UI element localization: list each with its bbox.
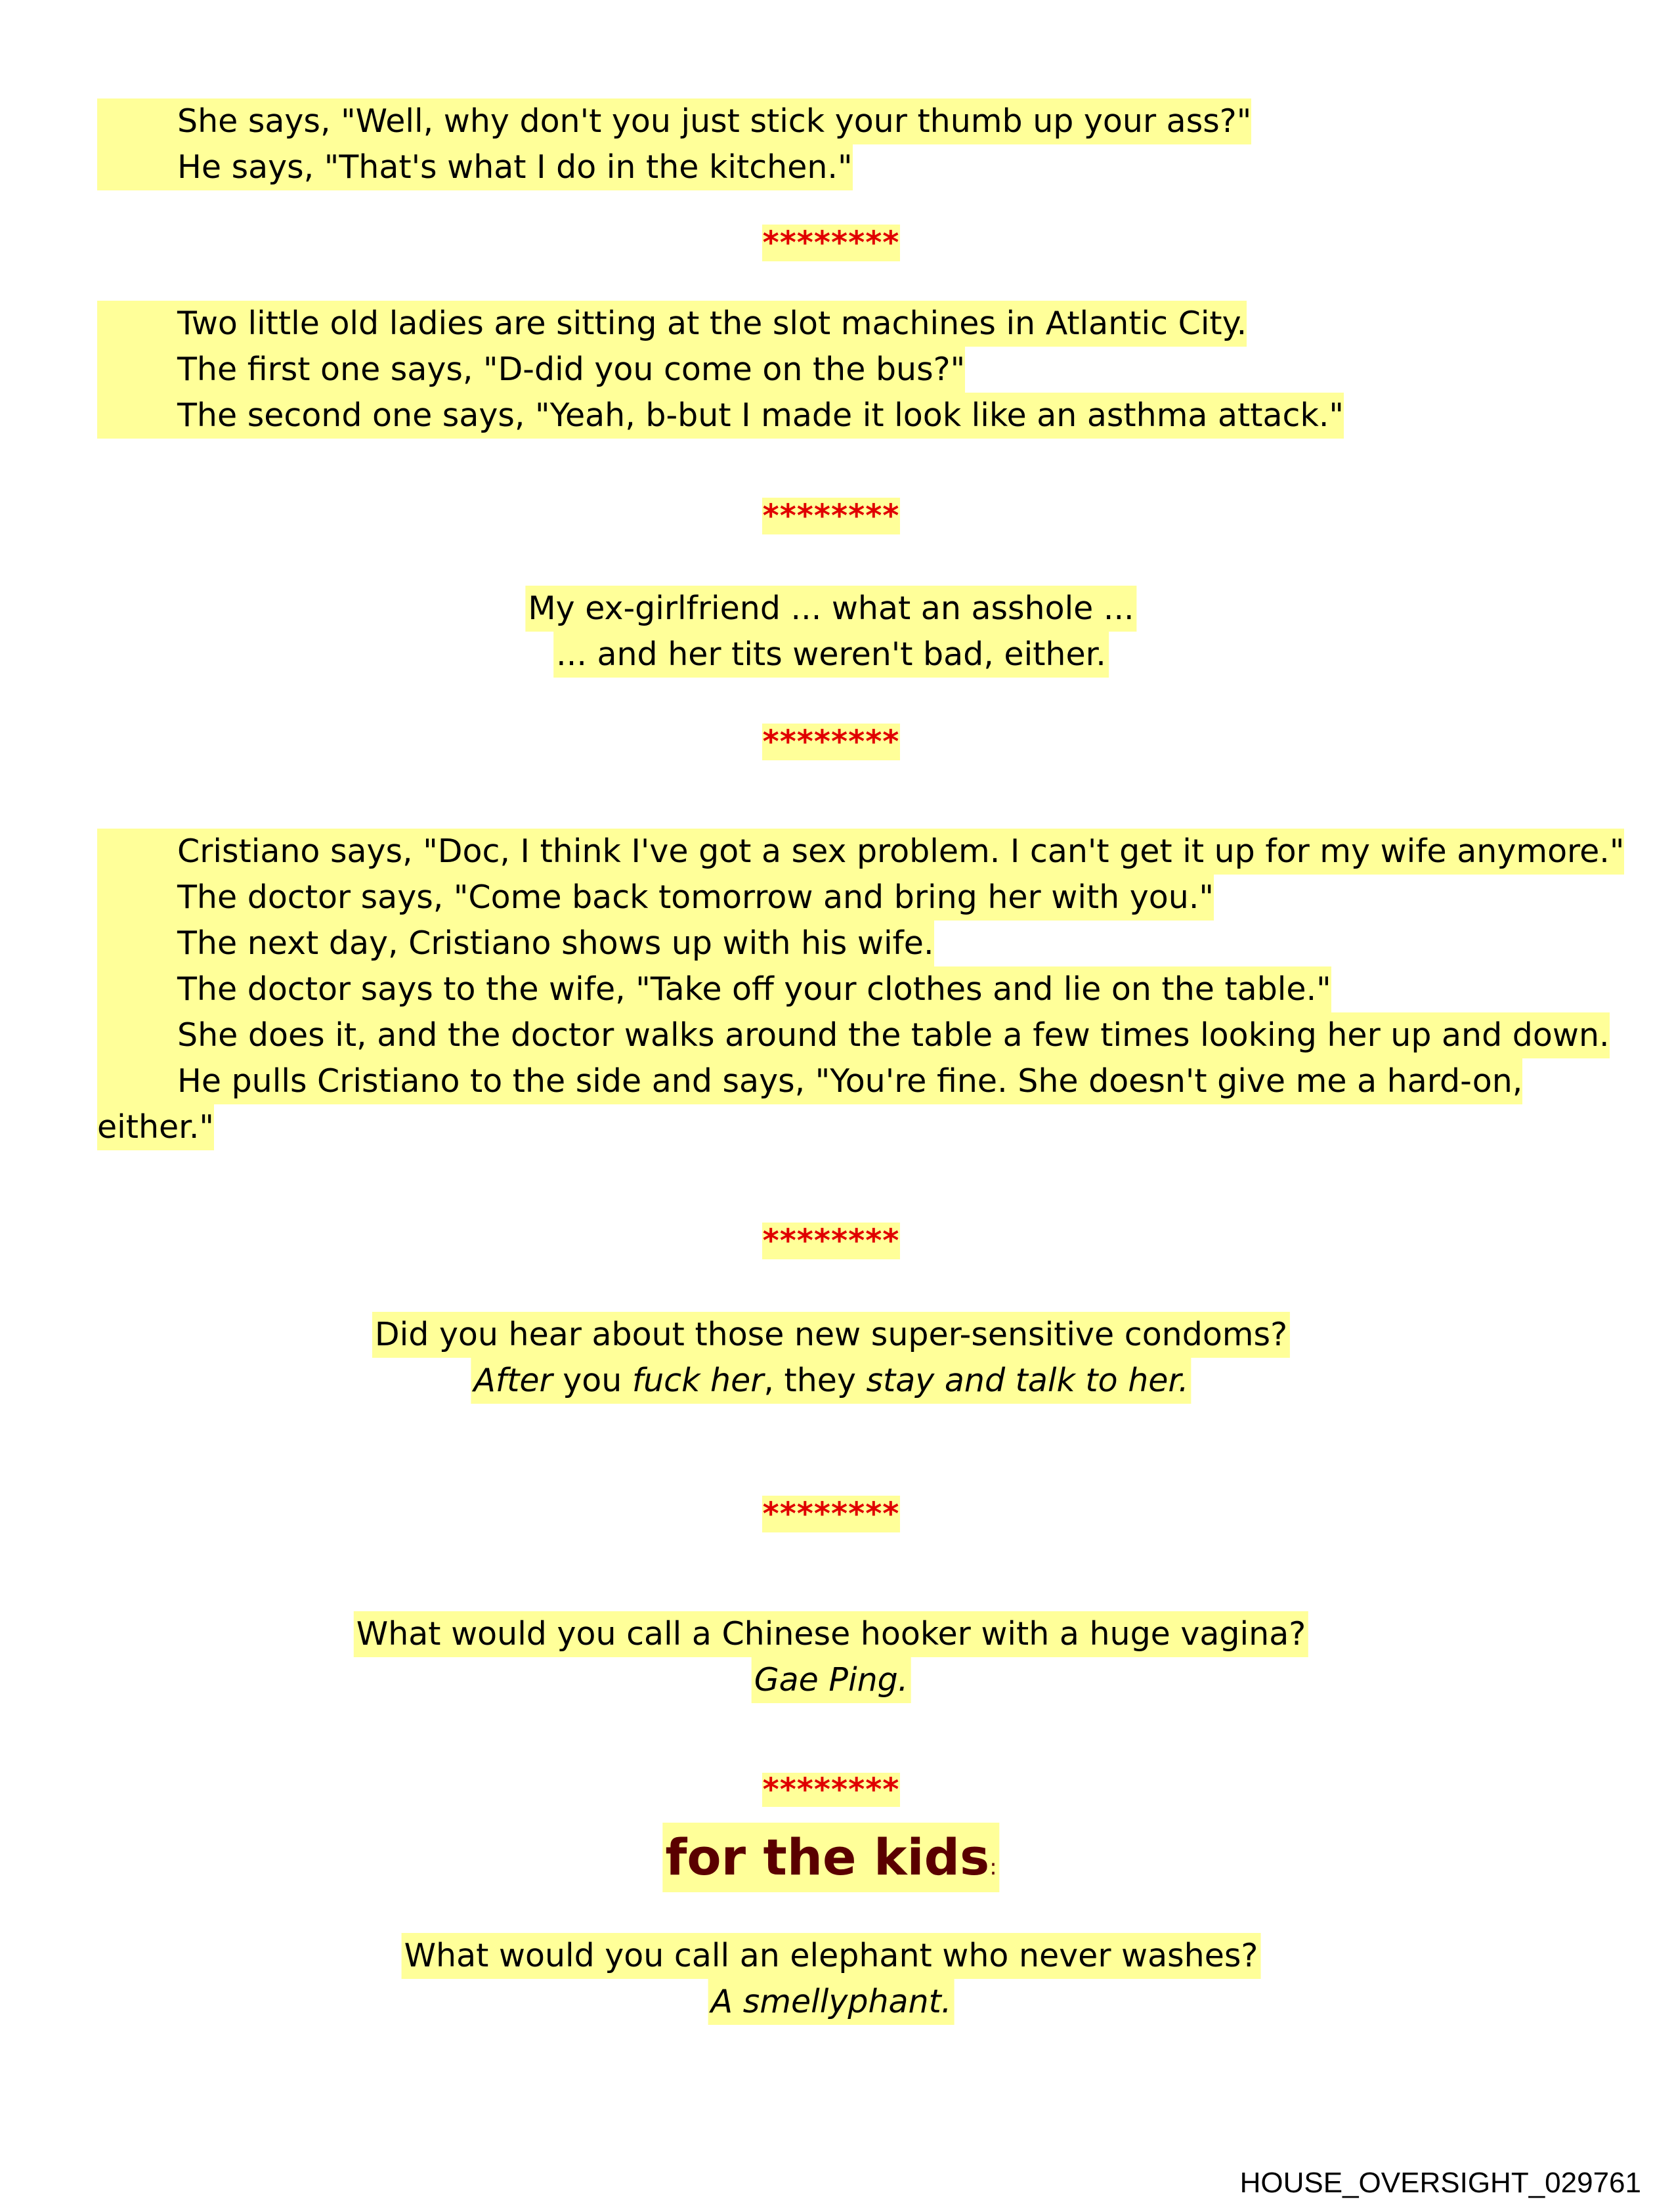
joke2-line3: The second one says, "Yeah, b-but I made it look like an asthma attack." <box>97 393 1344 439</box>
joke5-answer-e: stay and talk to her. <box>866 1362 1189 1399</box>
joke5-answer-d: , they <box>763 1362 867 1399</box>
joke1-line2: He says, "That's what I do in the kitchen." <box>97 144 853 190</box>
separator-5: ******** <box>762 1496 900 1532</box>
joke4-line2: The doctor says, "Come back tomorrow and bring her with you." <box>97 875 1214 921</box>
kids-question: What would you call an elephant who never washes? <box>402 1933 1261 1979</box>
kids-heading-colon: : <box>989 1854 997 1880</box>
joke3-line1: My ex-girlfriend ... what an asshole ... <box>525 586 1136 632</box>
kids-heading-text: for the kids <box>665 1828 990 1886</box>
separator-1: ******** <box>762 225 900 261</box>
joke4-line7: either." <box>97 1104 214 1150</box>
joke2-line1: Two little old ladies are sitting at the slot machines in Atlantic City. <box>97 301 1247 347</box>
joke6-question: What would you call a Chinese hooker with a huge vagina? <box>354 1611 1308 1657</box>
joke4-line5: She does it, and the doctor walks around the table a few times looking her up and down. <box>97 1012 1610 1058</box>
joke6-answer: Gae Ping. <box>752 1657 911 1703</box>
separator-2: ******** <box>762 498 900 534</box>
joke4-line6: He pulls Cristiano to the side and says, "You're fine. She doesn't give me a hard-on, <box>97 1058 1522 1104</box>
joke5-answer-a: After <box>473 1362 553 1399</box>
separator-3: ******** <box>762 724 900 760</box>
joke5-answer <box>471 1358 1191 1404</box>
joke4-line4: The doctor says to the wife, "Take off your clothes and lie on the table." <box>97 966 1331 1012</box>
joke5-answer-b: you <box>552 1362 632 1399</box>
joke1-line1: She says, "Well, why don't you just stick your thumb up your ass?" <box>97 98 1251 144</box>
joke4-line3: The next day, Cristiano shows up with his wife. <box>97 921 934 966</box>
separator-6: ******** <box>762 1771 900 1808</box>
joke5-question: Did you hear about those new super-sensitive condoms? <box>372 1312 1290 1358</box>
joke5-answer-c: fuck her <box>632 1362 764 1399</box>
separator-4: ******** <box>762 1223 900 1259</box>
document-id-footer: HOUSE_OVERSIGHT_029761 <box>1239 2167 1641 2199</box>
kids-heading <box>662 1823 999 1892</box>
joke3-line2: ... and her tits weren't bad, either. <box>553 632 1109 678</box>
kids-answer: A smellyphant. <box>708 1979 955 2025</box>
joke2-line2: The first one says, "D-did you come on the bus?" <box>97 347 965 393</box>
joke4-line1: Cristiano says, "Doc, I think I've got a sex problem. I can't get it up for my wife anymore." <box>97 829 1624 875</box>
